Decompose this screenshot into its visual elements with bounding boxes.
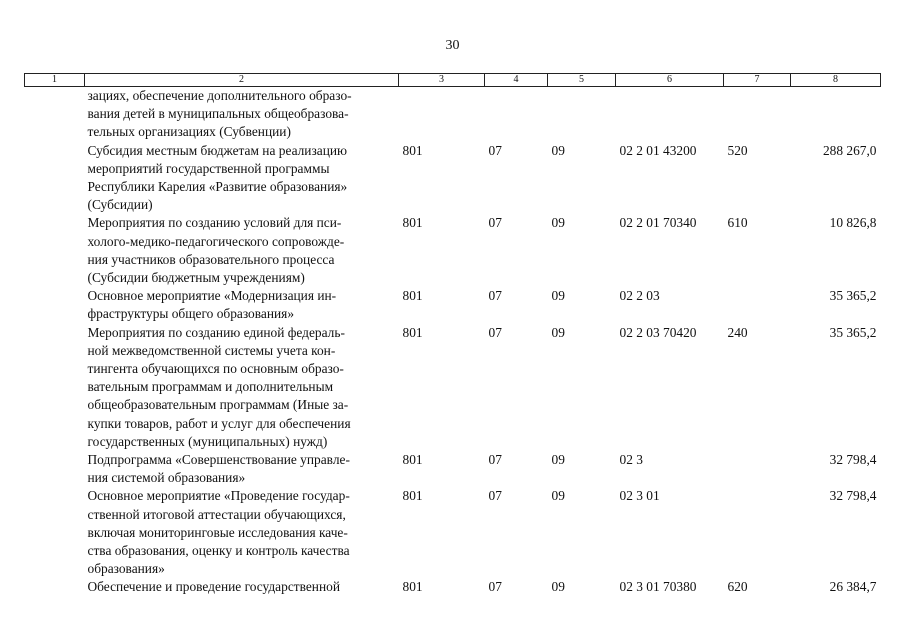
table-row: [25, 451, 881, 487]
cell-amount: 10 826,8: [829, 215, 877, 231]
cell-subsection-2: 09: [551, 579, 565, 595]
cell-subsection-2: [548, 87, 616, 142]
budget-table: [24, 73, 881, 597]
cell-amount: 288 267,0: [822, 142, 877, 158]
cell-amount: [791, 87, 881, 142]
cell-target-article: 02 2 03 70420: [619, 324, 697, 340]
table-row: [25, 142, 881, 215]
cell-subsection: 07: [488, 142, 502, 158]
cell-section-code: 801: [402, 142, 423, 158]
cell-name: [85, 214, 399, 287]
cell-expense-type: [724, 287, 791, 323]
cell-amount: 35 365,2: [829, 324, 877, 340]
cell-subsection: 07: [488, 215, 502, 231]
cell-target-article: 02 3: [619, 452, 643, 468]
cell-name-line: включая мониторинговые исследования каче-: [87, 524, 348, 540]
cell-name: [85, 578, 399, 596]
header-row: [25, 74, 881, 87]
cell-amount: 35 365,2: [829, 288, 877, 304]
cell-expense-type: 620: [727, 579, 748, 595]
table-row: [25, 578, 881, 596]
header-col-1: 1: [25, 74, 85, 87]
cell-expense-type: 520: [727, 142, 748, 158]
table-row: [25, 287, 881, 323]
cell-col-1: [25, 287, 85, 323]
cell-name-line: государственных (муниципальных) нужд): [87, 433, 328, 449]
cell-col-1: [25, 451, 85, 487]
cell-name-line: Обеспечение и проведение государственной: [87, 579, 340, 595]
cell-col-1: [25, 324, 85, 451]
header-col-8: 8: [791, 74, 881, 87]
cell-section-code: 801: [402, 215, 423, 231]
cell-name-line: Мероприятия по созданию единой федераль-: [87, 324, 345, 340]
cell-name-line: тельных организациях (Субвенции): [87, 124, 291, 140]
cell-subsection: 07: [488, 288, 502, 304]
cell-subsection-2: 09: [551, 324, 565, 340]
cell-name-line: Основное мероприятие «Модернизация ин-: [87, 288, 337, 304]
cell-subsection-2: 09: [551, 288, 565, 304]
cell-section-code: 801: [402, 488, 423, 504]
cell-name-line: (Субсидии бюджетным учреждениям): [87, 270, 305, 286]
cell-subsection: 07: [488, 488, 502, 504]
cell-name-line: купки товаров, работ и услуг для обеспечения: [87, 415, 351, 431]
cell-name-line: ной межведомственной системы учета кон-: [87, 342, 336, 358]
cell-name: [85, 487, 399, 578]
cell-name-line: (Субсидии): [87, 197, 153, 213]
cell-name: [85, 324, 399, 451]
cell-name-line: общеобразовательным программам (Иные за-: [87, 397, 349, 413]
cell-name-line: тингента обучающихся по основным образо-: [87, 361, 344, 377]
cell-expense-type: [724, 87, 791, 142]
cell-col-1: [25, 214, 85, 287]
cell-subsection-2: 09: [551, 452, 565, 468]
cell-name-line: мероприятий государственной программы: [87, 160, 330, 176]
cell-name-line: Республики Карелия «Развитие образования»: [87, 179, 348, 195]
cell-target-article: 02 3 01 70380: [619, 579, 697, 595]
table-row: [25, 324, 881, 451]
cell-expense-type: [724, 451, 791, 487]
cell-subsection: [485, 87, 548, 142]
cell-section-code: 801: [402, 288, 423, 304]
header-col-3: 3: [399, 74, 485, 87]
header-col-2: 2: [85, 74, 399, 87]
page-number: 30: [445, 38, 460, 53]
cell-subsection: 07: [488, 579, 502, 595]
cell-subsection-2: 09: [551, 488, 565, 504]
cell-name-line: ственной итоговой аттестации обучающихся,: [87, 506, 346, 522]
cell-amount: 26 384,7: [829, 579, 877, 595]
table-row: [25, 214, 881, 287]
cell-target-article: 02 2 01 43200: [619, 142, 697, 158]
table-row: [25, 87, 881, 142]
cell-name-line: ния системой образования»: [87, 470, 246, 486]
cell-target-article: 02 2 01 70340: [619, 215, 697, 231]
cell-subsection: 07: [488, 452, 502, 468]
cell-section-code: 801: [402, 579, 423, 595]
cell-name-line: Мероприятия по созданию условий для пси-: [87, 215, 342, 231]
cell-target-article: [616, 87, 724, 142]
cell-col-1: [25, 87, 85, 142]
cell-name: [85, 287, 399, 323]
cell-name: [85, 87, 399, 142]
cell-expense-type: 240: [727, 324, 748, 340]
cell-name-line: зациях, обеспечение дополнительного образо-: [87, 88, 352, 103]
cell-name-line: вательным программам и дополнительным: [87, 379, 334, 395]
cell-name-line: холого-медико-педагогического сопровожде-: [87, 233, 345, 249]
cell-section-code: [399, 87, 485, 142]
table-header: [25, 74, 881, 87]
cell-col-1: [25, 487, 85, 578]
cell-name-line: Подпрограмма «Совершенствование управле-: [87, 452, 350, 468]
cell-expense-type: 610: [727, 215, 748, 231]
cell-name-line: вания детей в муниципальных общеобразова-: [87, 106, 349, 122]
cell-name-line: Основное мероприятие «Проведение государ-: [87, 488, 350, 504]
cell-name-line: ства образования, оценку и контроль качества: [87, 543, 350, 559]
table-body: [25, 87, 881, 597]
header-col-7: 7: [724, 74, 791, 87]
table-row: [25, 487, 881, 578]
cell-target-article: 02 2 03: [619, 288, 660, 304]
header-col-6: 6: [616, 74, 724, 87]
cell-subsection-2: 09: [551, 142, 565, 158]
cell-name-line: Субсидия местным бюджетам на реализацию: [87, 142, 348, 158]
cell-col-1: [25, 578, 85, 596]
cell-subsection: 07: [488, 324, 502, 340]
cell-section-code: 801: [402, 452, 423, 468]
cell-name: [85, 451, 399, 487]
cell-col-1: [25, 142, 85, 215]
header-col-4: 4: [485, 74, 548, 87]
cell-expense-type: [724, 487, 791, 578]
cell-amount: 32 798,4: [829, 488, 877, 504]
cell-name-line: ния участников образовательного процесса: [87, 251, 335, 267]
cell-name: [85, 142, 399, 215]
cell-name-line: фраструктуры общего образования»: [87, 306, 295, 322]
header-col-5: 5: [548, 74, 616, 87]
cell-name-line: образования»: [87, 561, 165, 577]
cell-amount: 32 798,4: [829, 452, 877, 468]
cell-target-article: 02 3 01: [619, 488, 660, 504]
cell-section-code: 801: [402, 324, 423, 340]
cell-subsection-2: 09: [551, 215, 565, 231]
